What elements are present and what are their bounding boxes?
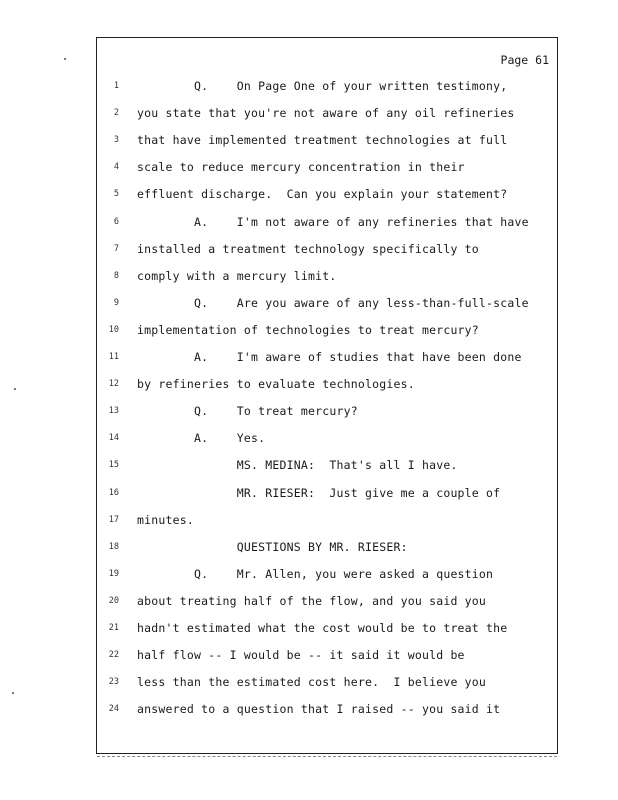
- transcript-line: installed a treatment technology specifically to: [137, 241, 479, 256]
- line-number: 23: [108, 677, 119, 688]
- transcript-line: that have implemented treatment technologies at full: [137, 133, 508, 148]
- transcript-line: A. I'm aware of studies that have been done: [137, 350, 522, 364]
- line-number: 21: [108, 623, 119, 633]
- line-number: 6: [113, 216, 119, 227]
- line-number: 7: [113, 243, 119, 254]
- transcript-line: less than the estimated cost here. I believe you: [137, 675, 487, 690]
- transcript-line: hadn't estimated what the cost would be to treat the: [137, 621, 508, 635]
- transcript-line: Q. To treat mercury?: [137, 404, 358, 419]
- line-number: 17: [108, 514, 119, 525]
- transcript-page: [96, 37, 558, 754]
- line-number: 4: [113, 162, 119, 173]
- transcript-line: MS. MEDINA: That's all I have.: [137, 458, 458, 473]
- transcript-line: implementation of technologies to treat mercury?: [137, 322, 479, 337]
- transcript-line: scale to reduce mercury concentration in their: [137, 160, 465, 175]
- line-number: 19: [108, 568, 119, 579]
- line-number: 9: [113, 297, 119, 308]
- line-number: 5: [113, 189, 119, 200]
- transcript-line: QUESTIONS BY MR. RIESER:: [137, 539, 408, 554]
- transcript-line: half flow -- I would be -- it said it would be: [137, 648, 465, 663]
- line-number: 12: [108, 379, 119, 390]
- transcript-line: you state that you're not aware of any oil refineries: [137, 106, 515, 121]
- line-number: 18: [108, 541, 119, 552]
- transcript-line: comply with a mercury limit.: [137, 268, 337, 283]
- line-number: 24: [108, 704, 119, 715]
- line-number: 10: [108, 324, 119, 335]
- line-number: 14: [108, 433, 119, 444]
- scan-speck: [64, 58, 66, 60]
- transcript-line: A. I'm not aware of any refineries that have: [137, 214, 529, 229]
- line-number: 11: [108, 352, 119, 362]
- transcript-line: minutes.: [137, 512, 194, 527]
- line-number: 1: [113, 81, 119, 91]
- transcript-line: Q. On Page One of your written testimony,: [137, 79, 508, 93]
- page-number: Page 61: [500, 53, 549, 67]
- line-number: 22: [108, 650, 119, 661]
- transcript-line: by refineries to evaluate technologies.: [137, 377, 415, 392]
- transcript-line: about treating half of the flow, and you said you: [137, 593, 487, 608]
- transcript-line: MR. RIESER: Just give me a couple of: [137, 485, 501, 500]
- transcript-line: Q. Mr. Allen, you were asked a question: [137, 566, 494, 581]
- transcript-line: answered to a question that I raised -- you said it: [137, 702, 501, 717]
- line-number: 2: [113, 108, 119, 119]
- scan-speck: [14, 388, 16, 390]
- line-number: 15: [108, 460, 119, 471]
- transcript-line: A. Yes.: [137, 431, 266, 446]
- line-number: 20: [108, 595, 119, 606]
- line-number: 13: [108, 406, 119, 417]
- transcript-line: effluent discharge. Can you explain your statement?: [137, 187, 508, 202]
- line-number: 8: [113, 270, 119, 281]
- line-number: 16: [108, 487, 119, 498]
- transcript-line: Q. Are you aware of any less-than-full-scale: [137, 295, 529, 310]
- scan-speck: [12, 692, 14, 694]
- line-number: 3: [113, 135, 119, 146]
